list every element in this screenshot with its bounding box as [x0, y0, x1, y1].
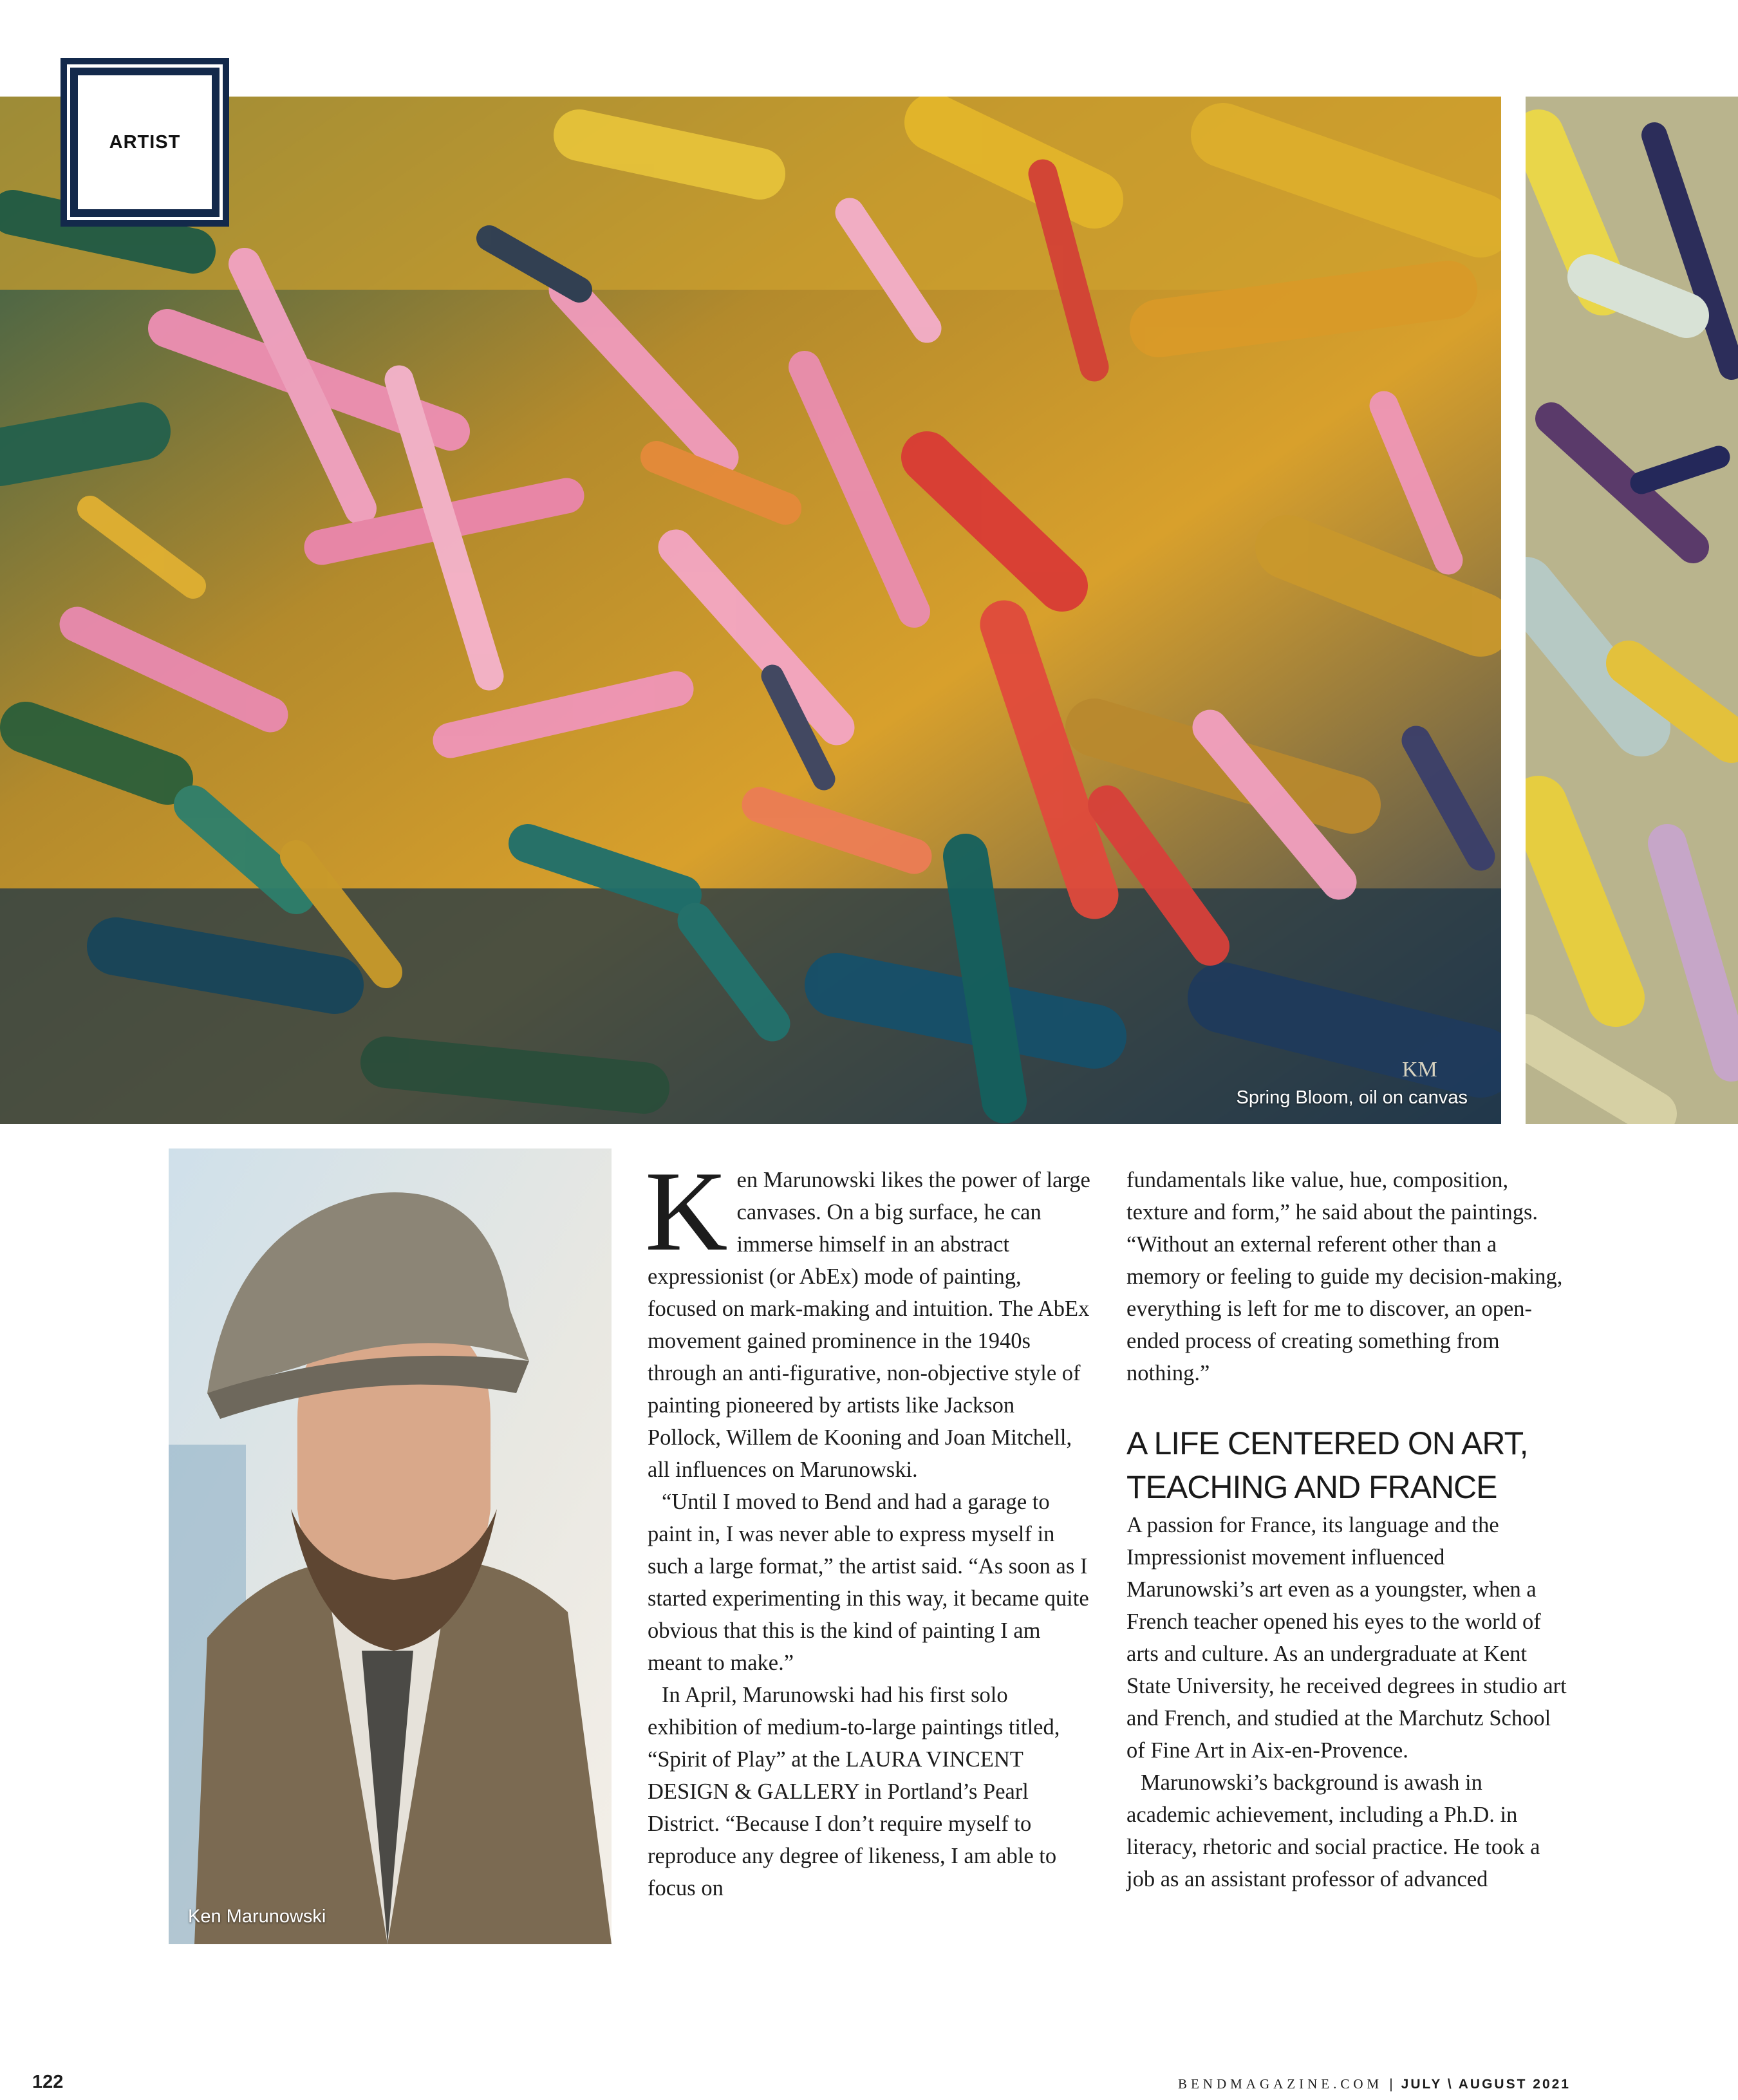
footer-folio — [1178, 2076, 1571, 2092]
paragraph-garage: “Until I moved to Bend and had a garage to paint in, I was never able to express myself in such a large format,” the artist said. “As soon as I started experimenting in this way, it became quite obvious that this is the kind of painting I am meant to make.” — [648, 1490, 1089, 1675]
paragraph-background: Marunowski’s background is awash in academic achievement, including a Ph.D. in literacy, rhetoric and social practice. He took a job as an assistant professor of advanced — [1126, 1770, 1540, 1891]
article-column-2 — [1126, 1164, 1571, 1895]
footer-issue: JULY \ AUGUST 2021 — [1401, 2077, 1571, 2092]
page-number: 122 — [32, 2072, 64, 2092]
section-subhead: A LIFE CENTERED ON ART, TEACHING AND FRANCE — [1126, 1425, 1528, 1505]
painting-detail-strokes — [1526, 97, 1738, 1124]
article-column-1 — [645, 1147, 1092, 1904]
section-label: ARTIST — [78, 75, 212, 209]
lead-text: en Marunowski likes the power of large canvases. On a big surface, he can immerse himself in an abstract expressionist (or AbEx) mode of painting, focused on mark-making and intuition. The AbEx movement gained prominence in the 1940s through an anti-figurative, non-objective style of painting pioneered by artists like Jackson Pollock, Willem de Kooning and Joan Mitchell, all influences on Marunowski. — [648, 1168, 1090, 1482]
painting-spring-bloom — [0, 97, 1501, 1124]
portrait-illustration — [169, 1148, 612, 1944]
painting-strokes — [0, 97, 1501, 1124]
badge-frame — [67, 64, 223, 220]
portrait-caption: Ken Marunowski — [188, 1906, 326, 1927]
painting-signature: KM — [1402, 1058, 1437, 1082]
paragraph-fundamentals: fundamentals like value, hue, composition, texture and form,” he said about the paintings. “Without an external referent other than a memory or feeling to guide my decision-making, everything is left for me to discover, an open-ended process of creating something from nothing.” — [1126, 1168, 1563, 1385]
painting-caption: Spring Bloom, oil on canvas — [1236, 1087, 1468, 1108]
footer-site: BENDMAGAZINE.COM — [1177, 2076, 1383, 2092]
footer-separator: | — [1389, 2077, 1395, 2092]
lead-paragraph — [645, 1147, 1092, 1486]
paragraph-france: A passion for France, its language and the Impressionist movement influenced Marunowski’s art even as a youngster, when a French teacher opened his eyes to the world of arts and culture. As an undergraduate at Kent State University, he received degrees in studio art and French, and studied at the Marchutz School of Fine Art in Aix-en-Provence. — [1126, 1513, 1567, 1763]
portrait-photo — [169, 1148, 612, 1944]
drop-cap: K — [645, 1147, 728, 1275]
painting-detail — [1526, 97, 1738, 1124]
section-badge — [61, 58, 229, 227]
paragraph-exhibition: In April, Marunowski had his first solo exhibition of medium-to-large paintings titled, “Spirit of Play” at the LAURA VINCENT DESIGN & GALLERY in Portland’s Pearl District. “Because I don’t require myself to reproduce any degree of likeness, I am able to focus on — [648, 1683, 1060, 1900]
